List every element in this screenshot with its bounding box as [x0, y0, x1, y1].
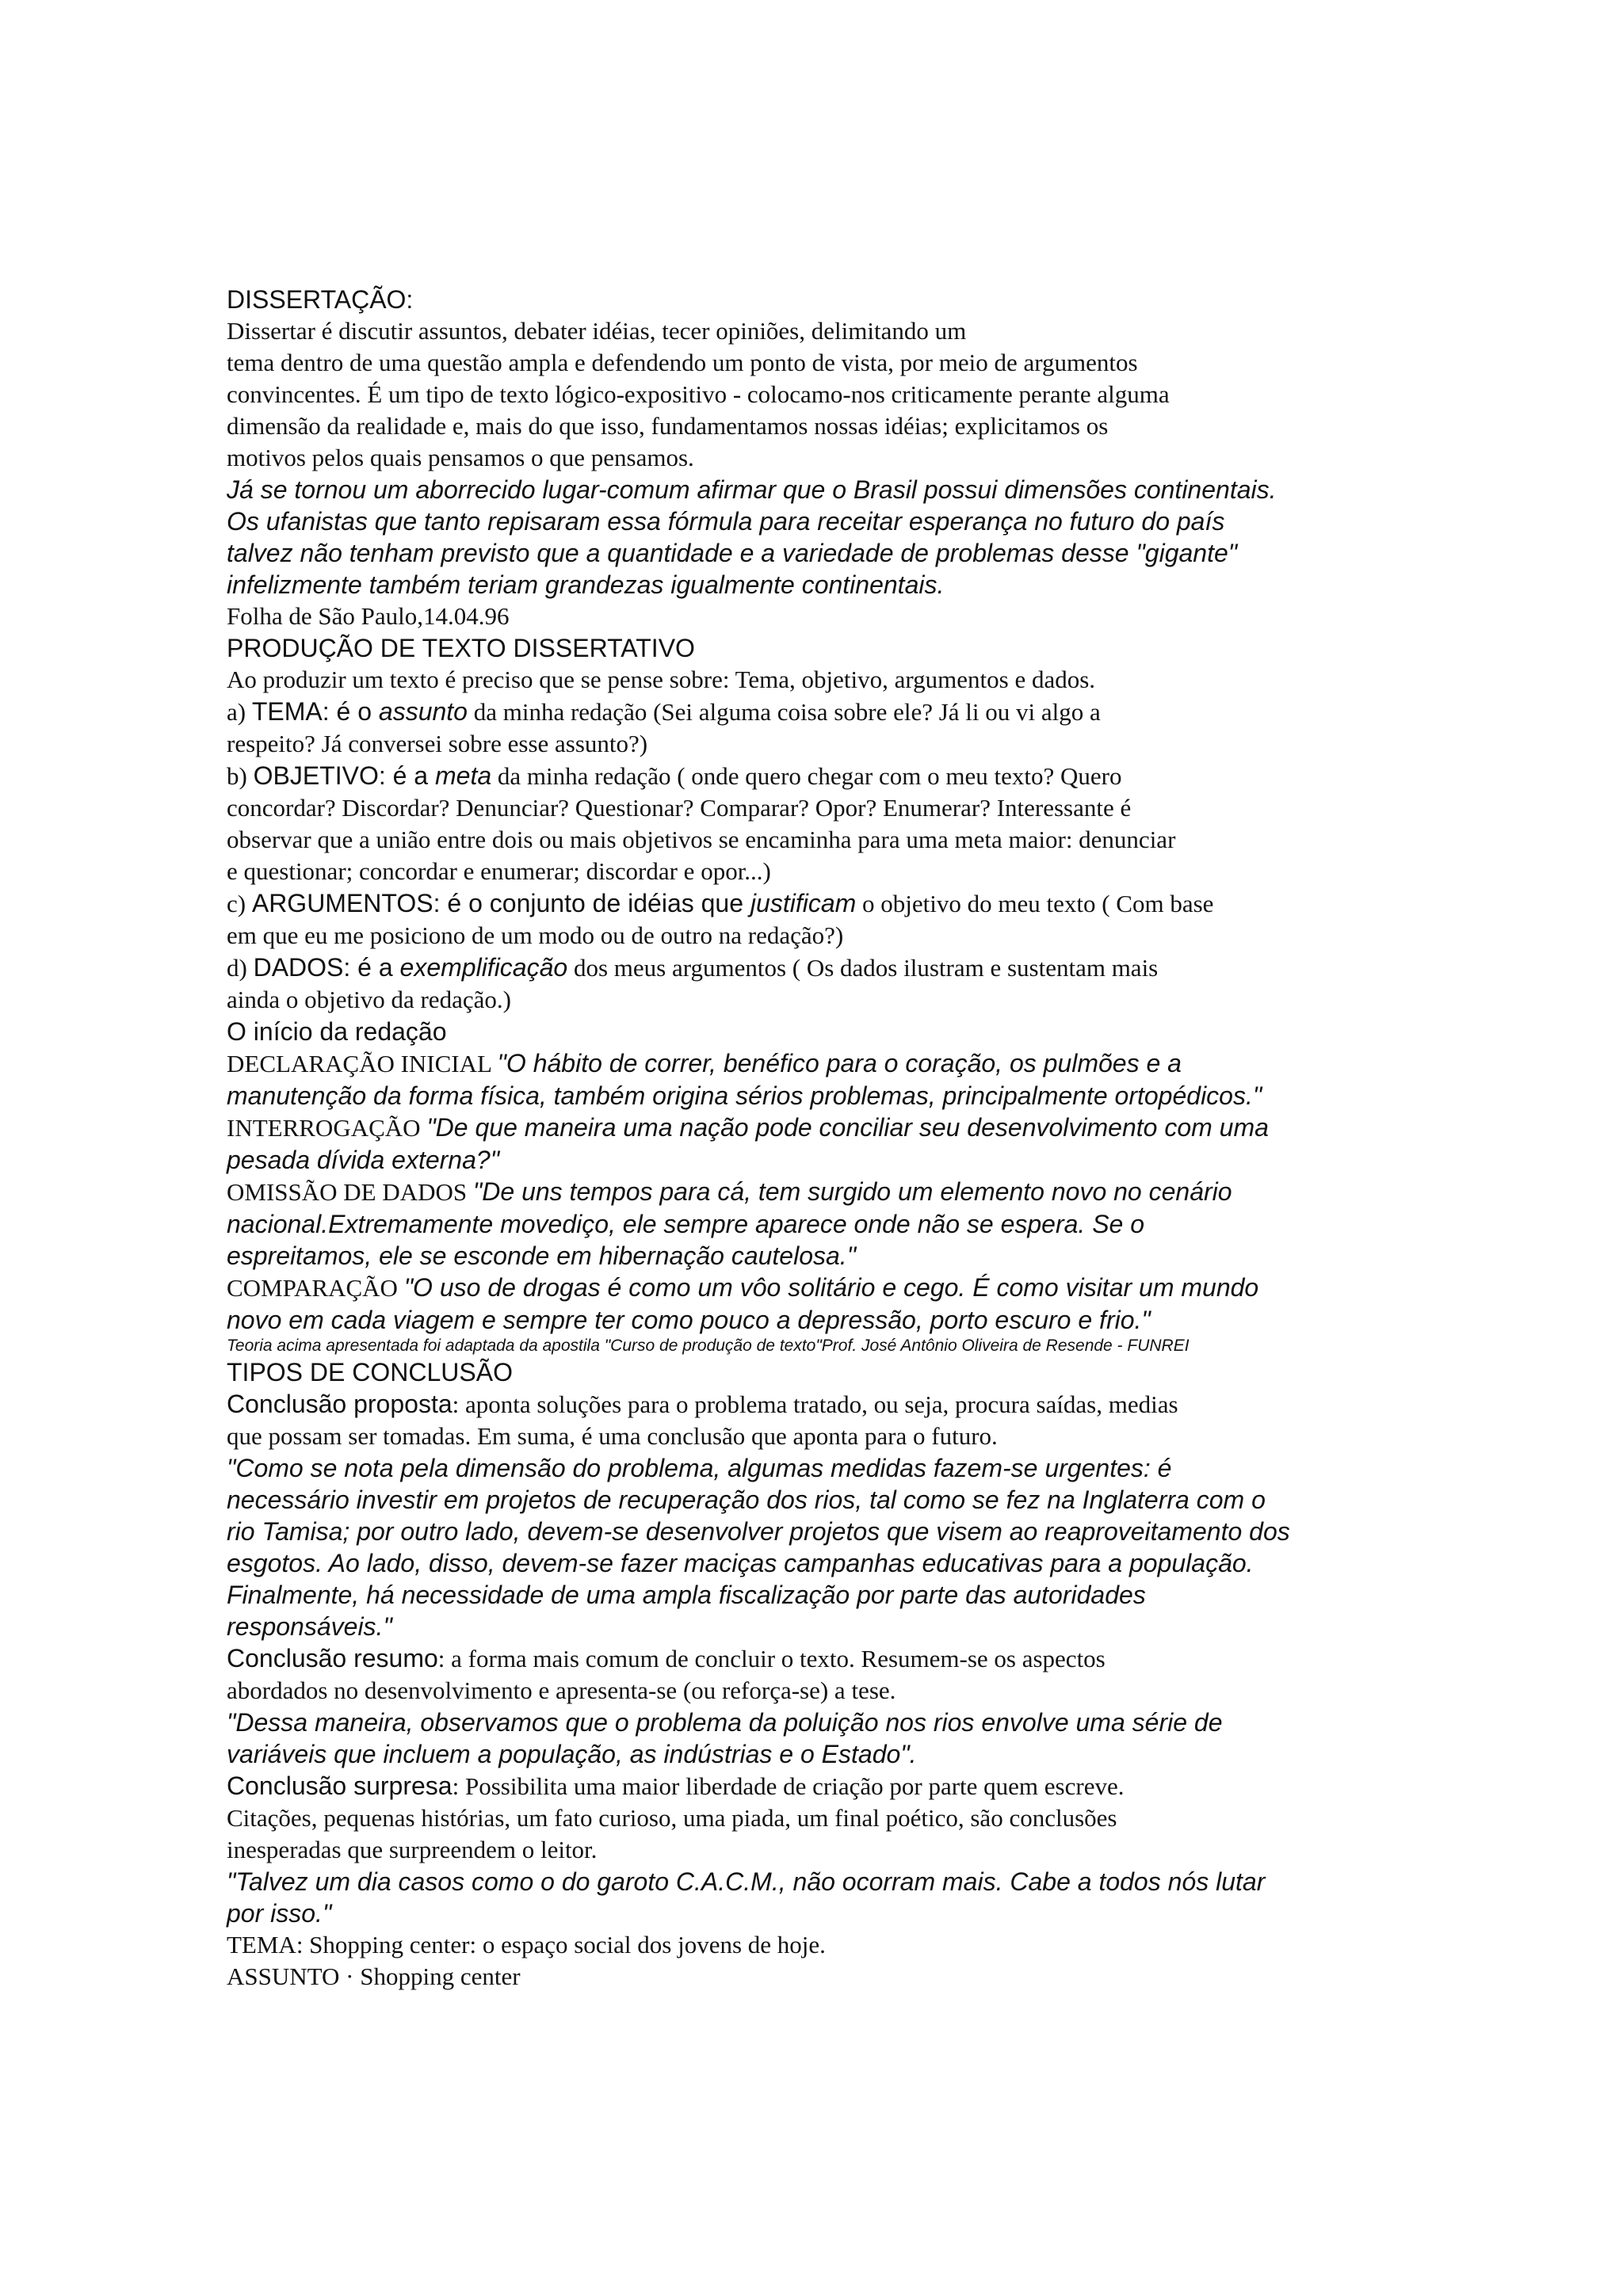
item-label: TEMA — [251, 697, 323, 726]
start-quote: "De que maneira uma nação pode conciliar seu desenvolvimento com uma — [426, 1113, 1269, 1142]
conclusion-resumo — [227, 1642, 1415, 1675]
conclusion-text: : aponta soluções para o problema tratado, ou seja, procura saídas, medias — [452, 1390, 1178, 1418]
body-line: Citações, pequenas histórias, um fato curioso, uma piada, um final poético, são conclusões — [227, 1804, 1117, 1832]
tema-line: TEMA: Shopping center: o espaço social dos jovens de hoje. — [227, 1931, 826, 1958]
item-text: da minha redação ( onde quero chegar com o meu texto? Quero — [491, 762, 1122, 790]
body-line: ainda o objetivo da redação.) — [227, 986, 511, 1013]
quote-line: talvez não tenham previsto que a quantidade e a variedade de problemas desse "gigante" — [227, 539, 1238, 567]
item-prefix: a) — [227, 698, 252, 726]
conclusion-text: : Possibilita uma maior liberdade de criação por parte quem escreve. — [452, 1772, 1125, 1800]
body-line: em que eu me posiciono de um modo ou de outro na redação?) — [227, 921, 844, 949]
item-label: ARGUMENTOS — [251, 889, 433, 917]
item-prefix: d) — [227, 954, 254, 982]
item-tema — [227, 696, 1415, 728]
quote-line: espreitamos, ele se esconde em hibernação cautelosa." — [227, 1241, 857, 1270]
body-line: tema dentro de uma questão ampla e defendendo um ponto de vista, por meio de argumentos — [227, 349, 1138, 376]
quote-line: Finalmente, há necessidade de uma ampla fiscalização por parte das autoridades — [227, 1581, 1146, 1609]
quote-line: pesada dívida externa?" — [227, 1146, 500, 1174]
start-label: INTERROGAÇÃO — [227, 1114, 427, 1142]
item-text: o objetivo do meu texto ( Com base — [856, 890, 1214, 917]
item-argumentos — [227, 887, 1415, 920]
credit-note: Teoria acima apresentada foi adaptada da apostila "Curso de produção de texto"Prof. José Antônio Oliveira de Resende - FUNREI — [227, 1337, 1190, 1355]
start-label: COMPARAÇÃO — [227, 1274, 404, 1302]
assunto-line: ASSUNTO · Shopping center — [227, 1962, 521, 1990]
start-omissao — [227, 1176, 1415, 1208]
item-separator: : é o conjunto de idéias que — [433, 889, 750, 917]
body-line: observar que a união entre dois ou mais objetivos se encaminha para uma meta maior: denunciar — [227, 826, 1176, 853]
quote-line: "Dessa maneira, observamos que o problema da poluição nos rios envolve uma série de — [227, 1708, 1223, 1737]
conclusion-text: : a forma mais comum de concluir o texto. Resumem-se os aspectos — [437, 1645, 1106, 1672]
start-label: DECLARAÇÃO INICIAL — [227, 1050, 498, 1077]
quote-line: esgotos. Ao lado, disso, devem-se fazer maciças campanhas educativas para a população. — [227, 1549, 1254, 1577]
quote-line: responsáveis." — [227, 1612, 392, 1641]
body-line: respeito? Já conversei sobre esse assunto?) — [227, 730, 648, 757]
quote-line: Já se tornou um aborrecido lugar-comum afirmar que o Brasil possui dimensões continentais. — [227, 475, 1277, 504]
start-declaracao — [227, 1047, 1415, 1080]
quote-line: manutenção da forma física, também origina sérios problemas, principalmente ortopédicos." — [227, 1081, 1262, 1110]
quote-source: Folha de São Paulo,14.04.96 — [227, 602, 510, 630]
conclusion-label: Conclusão proposta — [227, 1390, 453, 1418]
item-emphasis: meta — [434, 761, 492, 790]
item-emphasis: exemplificação — [399, 953, 568, 982]
section-heading-conclusao: TIPOS DE CONCLUSÃO — [227, 1358, 513, 1386]
quote-line: rio Tamisa; por outro lado, devem-se desenvolver projetos que visem ao reaproveitamento dos — [227, 1517, 1290, 1546]
quote-line: nacional.Extremamente movediço, ele sempre aparece onde não se espera. Se o — [227, 1210, 1145, 1238]
conclusion-label: Conclusão resumo — [227, 1644, 438, 1672]
start-label: OMISSÃO DE DADOS — [227, 1178, 473, 1206]
item-separator: : é o — [322, 697, 379, 726]
item-objetivo — [227, 760, 1415, 792]
item-separator: : é a — [343, 953, 400, 982]
quote-line: Os ufanistas que tanto repisaram essa fórmula para receitar esperança no futuro do país — [227, 507, 1225, 536]
start-comparacao — [227, 1272, 1415, 1304]
start-interrogacao — [227, 1112, 1415, 1144]
body-line: Ao produzir um texto é preciso que se pense sobre: Tema, objetivo, argumentos e dados. — [227, 666, 1096, 693]
quote-line: necessário investir em projetos de recuperação dos rios, tal como se fez na Inglaterra com o — [227, 1486, 1266, 1514]
start-quote: "O uso de drogas é como um vôo solitário e cego. É como visitar um mundo — [403, 1273, 1259, 1302]
section-heading-producao: PRODUÇÃO DE TEXTO DISSERTATIVO — [227, 634, 695, 662]
conclusion-proposta — [227, 1388, 1415, 1421]
conclusion-label: Conclusão surpresa — [227, 1772, 453, 1800]
body-line: motivos pelos quais pensamos o que pensamos. — [227, 444, 694, 471]
item-emphasis: assunto — [378, 697, 468, 726]
start-quote: "De uns tempos para cá, tem surgido um elemento novo no cenário — [472, 1177, 1232, 1206]
body-line: convincentes. É um tipo de texto lógico-expositivo - colocamo-nos criticamente perante alguma — [227, 380, 1170, 408]
section-heading-inicio: O início da redação — [227, 1017, 447, 1046]
body-line: concordar? Discordar? Denunciar? Questionar? Comparar? Opor? Enumerar? Interessante é — [227, 794, 1132, 822]
item-label: DADOS — [253, 953, 344, 982]
item-separator: : é a — [378, 761, 435, 790]
body-line: dimensão da realidade e, mais do que isso, fundamentamos nossas idéias; explicitamos os — [227, 412, 1109, 440]
item-text: dos meus argumentos ( Os dados ilustram e sustentam mais — [567, 954, 1159, 982]
item-emphasis: justificam — [750, 889, 857, 917]
quote-line: "Como se nota pela dimensão do problema, algumas medidas fazem-se urgentes: é — [227, 1454, 1172, 1482]
quote-line: "Talvez um dia casos como o do garoto C.A.C.M., não ocorram mais. Cabe a todos nós lutar — [227, 1867, 1266, 1896]
document-page — [227, 284, 1415, 1993]
item-prefix: c) — [227, 890, 252, 917]
item-label: OBJETIVO — [253, 761, 379, 790]
section-heading-dissertacao: DISSERTAÇÃO: — [227, 285, 414, 314]
quote-line: variáveis que incluem a população, as indústrias e o Estado". — [227, 1740, 917, 1768]
item-text: da minha redação (Sei alguma coisa sobre ele? Já li ou vi algo a — [467, 698, 1101, 726]
item-dados — [227, 952, 1415, 984]
quote-line: por isso." — [227, 1899, 332, 1928]
quote-line: novo em cada viagem e sempre ter como pouco a depressão, porto escuro e frio." — [227, 1306, 1151, 1334]
body-line: e questionar; concordar e enumerar; discordar e opor...) — [227, 857, 771, 885]
conclusion-surpresa — [227, 1770, 1415, 1802]
quote-line: infelizmente também teriam grandezas igualmente continentais. — [227, 570, 945, 599]
body-line: abordados no desenvolvimento e apresenta-se (ou reforça-se) a tese. — [227, 1676, 896, 1704]
item-prefix: b) — [227, 762, 254, 790]
body-line: Dissertar é discutir assuntos, debater idéias, tecer opiniões, delimitando um — [227, 317, 967, 345]
start-quote: "O hábito de correr, benéfico para o coração, os pulmões e a — [497, 1049, 1182, 1077]
body-line: que possam ser tomadas. Em suma, é uma conclusão que aponta para o futuro. — [227, 1422, 998, 1450]
body-line: inesperadas que surpreendem o leitor. — [227, 1836, 598, 1863]
